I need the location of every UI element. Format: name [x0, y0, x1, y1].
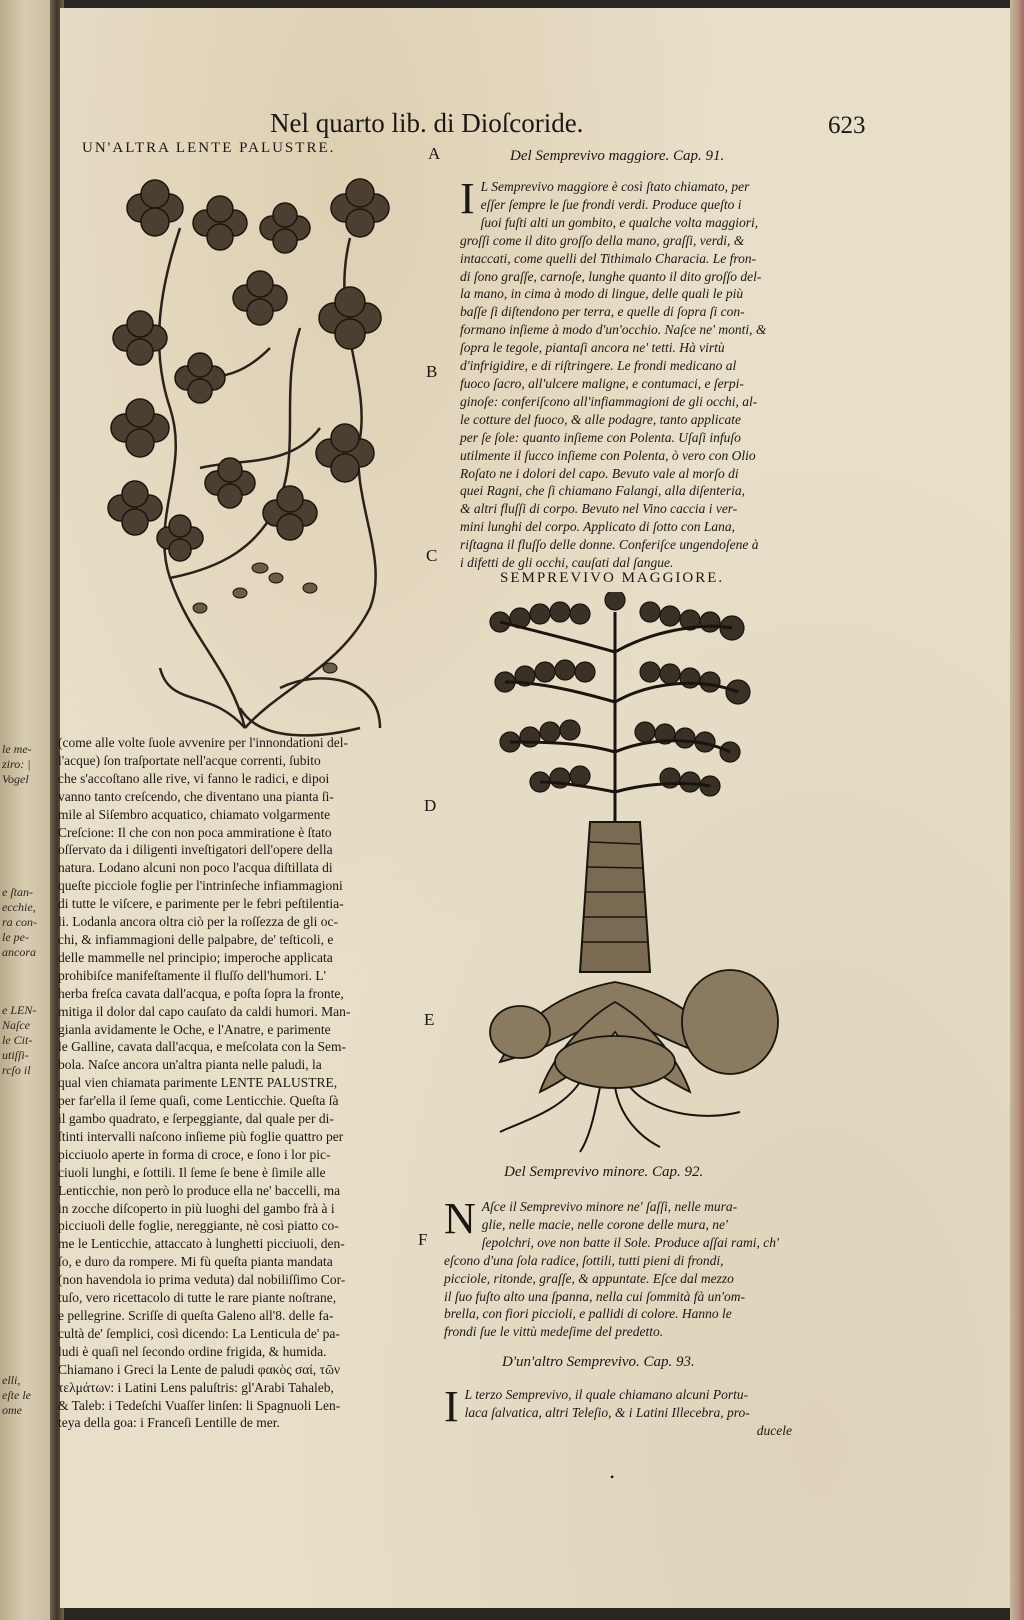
chapter-93-text: I L terzo Semprevivo, il quale chiamano alcuni Portu- laca ſalvatica, altri Teleſio, & i Latini Illecebra, pro- ducele — [444, 1382, 792, 1438]
margin-letter-a: A — [428, 144, 441, 163]
left-illustration-caption: UN'ALTRA LENTE PALUSTRE. — [82, 140, 336, 156]
chapter-93-dropcap: I — [444, 1382, 459, 1431]
footer-mark: • — [610, 1470, 615, 1484]
margin-fragment-1: le me- ziro: | Vogel — [2, 742, 32, 786]
chapter-91-heading: Del Semprevivo maggiore. Cap. 91. — [510, 148, 725, 164]
margin-letter-f: F — [418, 1230, 428, 1249]
margin-fragment-2: e ſtan- ecchie, ra con- le pe- ancora — [2, 885, 37, 959]
chapter-92-heading: Del Semprevivo minore. Cap. 92. — [504, 1164, 704, 1180]
running-title: Nel quarto lib. di Dioſcoride. — [270, 108, 584, 138]
chapter-93-heading: D'un'altro Semprevivo. Cap. 93. — [502, 1354, 695, 1370]
margin-letter-d: D — [424, 796, 437, 815]
book-page — [60, 8, 1010, 1608]
margin-fragment-4: elli, eſte le ome — [2, 1373, 31, 1417]
margin-letter-b: B — [426, 362, 438, 381]
page-number: 623 — [828, 112, 866, 139]
chapter-92-dropcap: N — [444, 1194, 476, 1243]
margin-letter-e: E — [424, 1010, 435, 1029]
margin-letter-c: C — [426, 546, 438, 565]
left-column-text: (come alle volte ſuole avvenire per l'innondationi del- l'acque) ſon traſportate nell'acque correnti, ſubito che s'accoſtano alle rive, vi fanno le radici, e dipoi vanno tanto creſcendo, che diventano una pianta ſi- mile al Siſembro acquatico, chiamato volgarmente Creſcione: Il che con non poca ammiratione è ſtato oſſervato da i diligenti inveſtigatori dell'opere della natura. Lodano alcuni non poco l'acqua diſtillata di queſte picciole foglie per l'intrinſeche infiammagioni di tutte le viſcere, e parimente per le febri peſtilentia- li. Lodanla ancora oltra ciò per la roſſezza de gli oc- chi, & infiammagioni delle palpabre, de' teſticoli, e delle mammelle nel principio; imperoche applicata prohibiſce manifeſtamente il fluſſo dell'humori. L' herba freſca cavata dall'acqua, e poſta ſopra la fronte, mitiga il dolor dal capo cauſato da caldi humori. Man- gianla avidamente le Oche, e l'Anatre, e parimente le Galline, cavata dall'acqua, e meſcolata con la Sem- bola. Naſce ancora un'altra pianta nelle paludi, la qual vien chiamata parimente LENTE PALUSTRE, per far'ella il ſeme quaſi, come Lenticchie. Queſta ſà il gambo quadrato, e ſerpeggiante, dal quale per di- ſtinti intervalli naſcono inſieme più foglie quattro per picciuolo aperte in forma di croce, e ſono i lor pic- ciuoli lunghi, e ſottili. Il ſeme ſe bene è ſimile alle Lenticchie, non però lo produce ella ne' baccelli, ma in zocche diſcoperto in più luoghi del gambo frà à i picciuoli delle foglie, nereggiante, nè così piatto co- me le Lenticchie, attaccato à lunghetti picciuoli, den- ſo, e duro da rompere. Mi fù queſta pianta mandata (non havendola io prima veduta) dal nobiliſſimo Cor- tuſo, vero ricettacolo di tutte le rare piante noſtrane, e pellegrine. Scriſſe di queſta Galeno all'8. delle fa- cultà de' ſemplici, così dicendo: La Lenticula de' pa- ludi è quaſi nel ſecondo ordine frigida, & humida. Chiamano i Greci la Lente de paludi φακὸς σαί, τῶν τελμάτων: i Latini Lens paluſtris: gl'Arabi Tahaleb, & Taleb: i Tedeſchi Vuaſſer linſen: li Spagnuoli Len- teya della goa: i Franceſi Lentille de mer. — [58, 735, 351, 1431]
lente-palustre-woodcut — [80, 168, 410, 746]
right-illustration-caption: SEMPREVIVO MAGGIORE. — [500, 570, 725, 586]
chapter-91-dropcap: I — [460, 174, 475, 223]
semprevivo-maggiore-woodcut — [480, 592, 790, 1157]
chapter-91-text: I L Semprevivo maggiore è così ſtato chiamato, per eſſer ſempre le ſue frondi verdi. Produce queſto i ſuoi fuſti alti un gombito, e qualche volta maggiori, groſſi come il dito groſſo della mano, graſſi, verdi, & intaccati, come quelli del Tithimalo Characia. Le fron- di ſono graſſe, carnoſe, lunghe quanto il dito groſſo del- la mano, in cima à modo di lingue, delle quali le più baſſe ſi diſtendono per terra, e quelle di ſopra ſi con- formano inſieme à modo d'un'occhio. Naſce ne' monti, & ſopra le tegole, piantaſi ancora ne' tetti. Hà virtù d'infrigidire, e di riſtringere. Le frondi medicano al fuoco ſacro, all'ulcere maligne, e contumaci, e ſerpi- ginoſe: conferiſcono all'infiammagioni de gli occhi, al- le cotture del fuoco, & alle podagre, tanto applicate per ſe ſole: quanto inſieme con Polenta. Uſaſi infuſo utilmente il ſucco inſieme con Polenta, ò vero con Olio Roſato ne i dolori del capo. Bevuto vale al morſo di quei Ragni, che ſi chiamano Falangi, alla diſenteria, & altri fluſſi di corpo. Bevuto nel Vino caccia i ver- mini lunghi del corpo. Applicato di ſotto con Lana, riſtagna il fluſſo delle donne. Conferiſce ungendoſene à i difetti de gli occhi, cauſati dal ſangue. — [460, 174, 767, 571]
chapter-92-text: N Aſce il Semprevivo minore ne' ſaſſi, nelle mura- glie, nelle macie, nelle corone delle mura, ne' ſepolchri, ove non batte il Sole. Produce aſſai rami, ch' eſcono d'una ſola radice, ſottili, tutti pieni di frondi, picciole, ritonde, graſſe, & appuntate. Eſce dal mezzo il ſuo fuſto alto una ſpanna, nella cui ſommità fà un'om- brella, con fiori piccioli, e pallidi di colore. Hanno le frondi ſue le vittù medeſime del predetto. — [444, 1194, 779, 1340]
page-edge — [1010, 0, 1024, 1620]
margin-fragment-3: e LEN- Naſce le Cit- utiſſi- rcſo il — [2, 1003, 37, 1077]
